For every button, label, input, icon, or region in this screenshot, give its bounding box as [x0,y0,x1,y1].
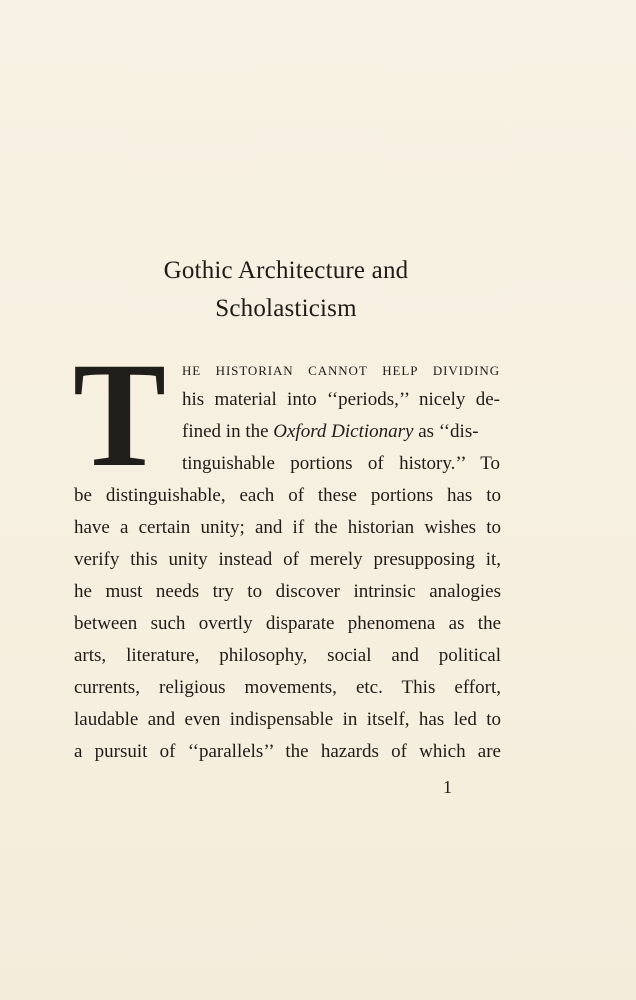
page-number: 1 [443,777,452,797]
body-line-5 [74,484,501,508]
body-line-13 [74,740,501,764]
body-line-7 [74,548,501,572]
body-line-4-text: tinguishable portions of history.’’ To [182,453,500,474]
body-line-9-text: between such overtly disparate phenomena as the [74,613,501,634]
body-line-3 [182,420,500,444]
body-line-2-text: his material into ‘‘periods,’’ nicely de- [182,389,500,410]
body-line-6 [74,516,501,540]
body-line-3-text-c: as ‘‘dis- [413,421,479,442]
body-line-3-text-a: fined in the [182,421,274,442]
body-line-6-text: have a certain unity; and if the historian wishes to [74,517,501,538]
body-line-2 [182,388,500,412]
body-line-10-text: arts, literature, philosophy, social and political [74,645,501,666]
body-line-7-text: verify this unity instead of merely presupposing it, [74,549,501,570]
body-line-10 [74,644,501,668]
body-line-13-text: a pursuit of ‘‘parallels’’ the hazards of which are [74,741,501,762]
body-line-9 [74,612,501,636]
body-line-1 [182,358,500,382]
body-line-11 [74,676,501,700]
body-line-11-text: currents, religious movements, etc. This effort, [74,677,501,698]
book-title-oxford-dictionary: Oxford Dictionary [273,421,414,442]
body-line-12-text: laudable and even indispensable in itself, has led to [74,709,501,730]
chapter-title-line-2: Scholasticism [215,295,357,322]
chapter-title-line-1: Gothic Architecture and [163,257,409,284]
body-line-4 [182,452,500,476]
body-line-5-text: be distinguishable, each of these portions has to [74,485,501,506]
body-line-1-text: he historian cannot help dividing [182,359,500,380]
drop-cap: T [73,332,167,498]
body-line-8 [74,580,501,604]
body-line-12 [74,708,501,732]
body-line-8-text: he must needs try to discover intrinsic analogies [74,581,501,602]
